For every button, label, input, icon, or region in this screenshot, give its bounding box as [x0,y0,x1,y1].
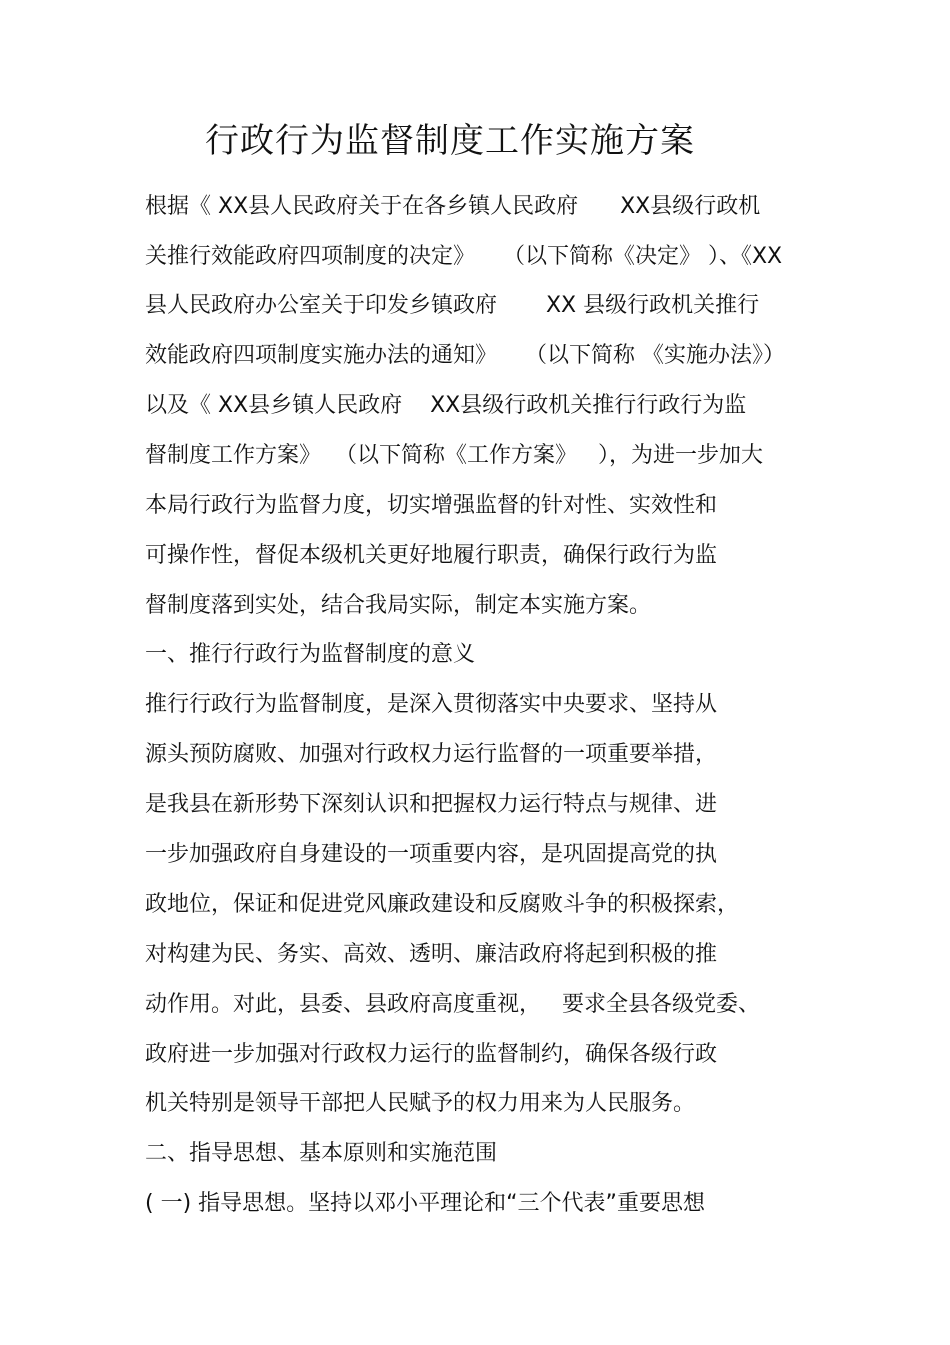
body-line: 推行行政行为监督制度，是深入贯彻落实中央要求、坚持从 [145,692,718,717]
body-line: 是我县在新形势下深刻认识和把握权力运行特点与规律、进 [145,792,718,817]
body-line: 以及《 XX县乡镇人民政府 XX县级行政机关推行行政行为监 [145,393,747,418]
body-line: 对构建为民、务实、高效、透明、廉洁政府将起到积极的推 [145,942,718,967]
body-line: 关推行效能政府四项制度的决定》 （以下简称《决定》 ）、《XX [145,244,783,269]
body-line: 一步加强政府自身建设的一项重要内容，是巩固提高党的执 [145,842,718,867]
body-line: 根据《 XX县人民政府关于在各乡镇人民政府 XX县级行政机 [145,194,761,219]
body-line: 本局行政行为监督力度，切实增强监督的针对性、实效性和 [145,493,718,518]
body-line: 督制度工作方案》 （以下简称《工作方案》 ），为进一步加大 [145,443,763,468]
body-line: 机关特别是领导干部把人民赋予的权力用来为人民服务。 [145,1091,696,1116]
body-line: 可操作性，督促本级机关更好地履行职责，确保行政行为监 [145,543,718,568]
section-heading: 一、推行行政行为监督制度的意义 [145,642,476,667]
document-title: 行政行为监督制度工作实施方案 [205,121,695,161]
body-line: ( 一) 指导思想。坚持以邓小平理论和“三个代表”重要思想 [145,1191,705,1216]
body-line: 效能政府四项制度实施办法的通知》 （以下简称 《实施办法》） [145,343,785,368]
body-line: 县人民政府办公室关于印发乡镇政府 XX 县级行政机关推行 [145,293,760,318]
body-line: 动作用。对此，县委、县政府高度重视， 要求全县各级党委、 [145,992,760,1017]
body-line: 源头预防腐败、加强对行政权力运行监督的一项重要举措， [145,742,718,767]
section-heading: 二、指导思想、基本原则和实施范围 [145,1141,498,1166]
body-line: 政地位，保证和促进党风廉政建设和反腐败斗争的积极探索， [145,892,740,917]
body-line: 督制度落到实处，结合我局实际，制定本实施方案。 [145,593,652,618]
body-line: 政府进一步加强对行政权力运行的监督制约，确保各级行政 [145,1042,718,1067]
